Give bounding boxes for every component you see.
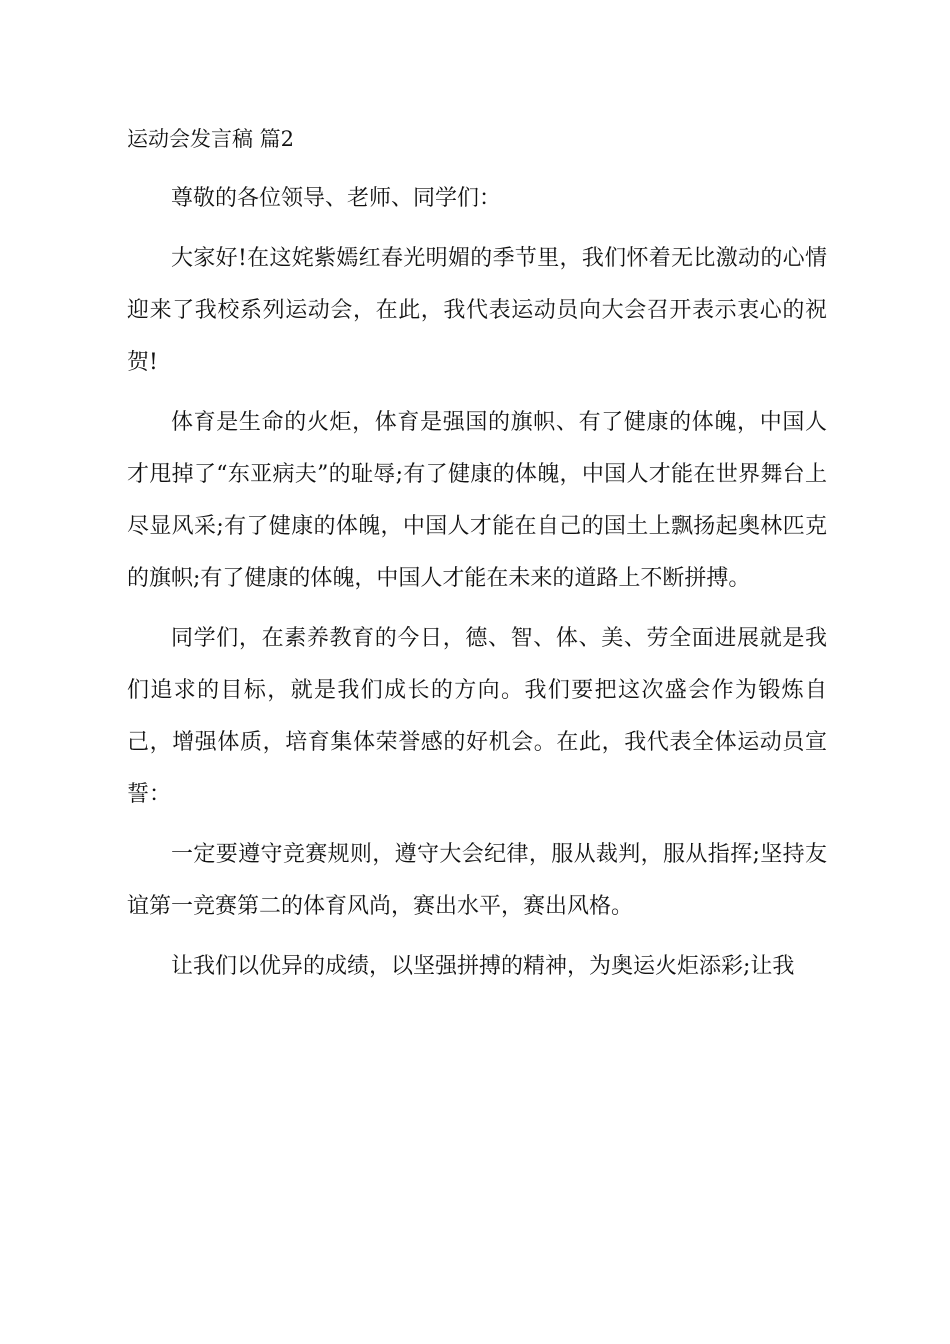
document-body (127, 173, 827, 1001)
paragraph-closing: 让我们以优异的成绩，以坚强拼搏的精神，为奥运火炬添彩;让我 (171, 954, 795, 979)
paragraph-greeting: 大家好!在这姹紫嫣红春光明媚的季节里，我们怀着无比激动的心情迎来了我校系列运动会，在此，我代表运动员向大会召开表示衷心的祝贺! (127, 246, 827, 375)
document-title: 运动会发言稿 篇2 (127, 127, 295, 151)
paragraph-salutation: 尊敬的各位领导、老师、同学们： (171, 186, 502, 211)
paragraph-oath: 一定要遵守竞赛规则，遵守大会纪律，服从裁判，服从指挥;坚持友谊第一竞赛第二的体育风尚，赛出水平，赛出风格。 (127, 842, 827, 919)
paragraph-sports-importance: 体育是生命的火炬，体育是强国的旗帜、有了健康的体魄，中国人才甩掉了“东亚病夫”的耻辱;有了健康的体魄，中国人才能在世界舞台上尽显风采;有了健康的体魄，中国人才能在自己的国土上飘扬起奥林匹克的旗帜;有了健康的体魄，中国人才能在未来的道路上不断拼搏。 (127, 410, 827, 591)
paragraph-students-goal: 同学们，在素养教育的今日，德、智、体、美、劳全面进展就是我们追求的目标，就是我们成长的方向。我们要把这次盛会作为锻炼自己，增强体质，培育集体荣誉感的好机会。在此，我代表全体运动员宣誓： (127, 626, 827, 807)
